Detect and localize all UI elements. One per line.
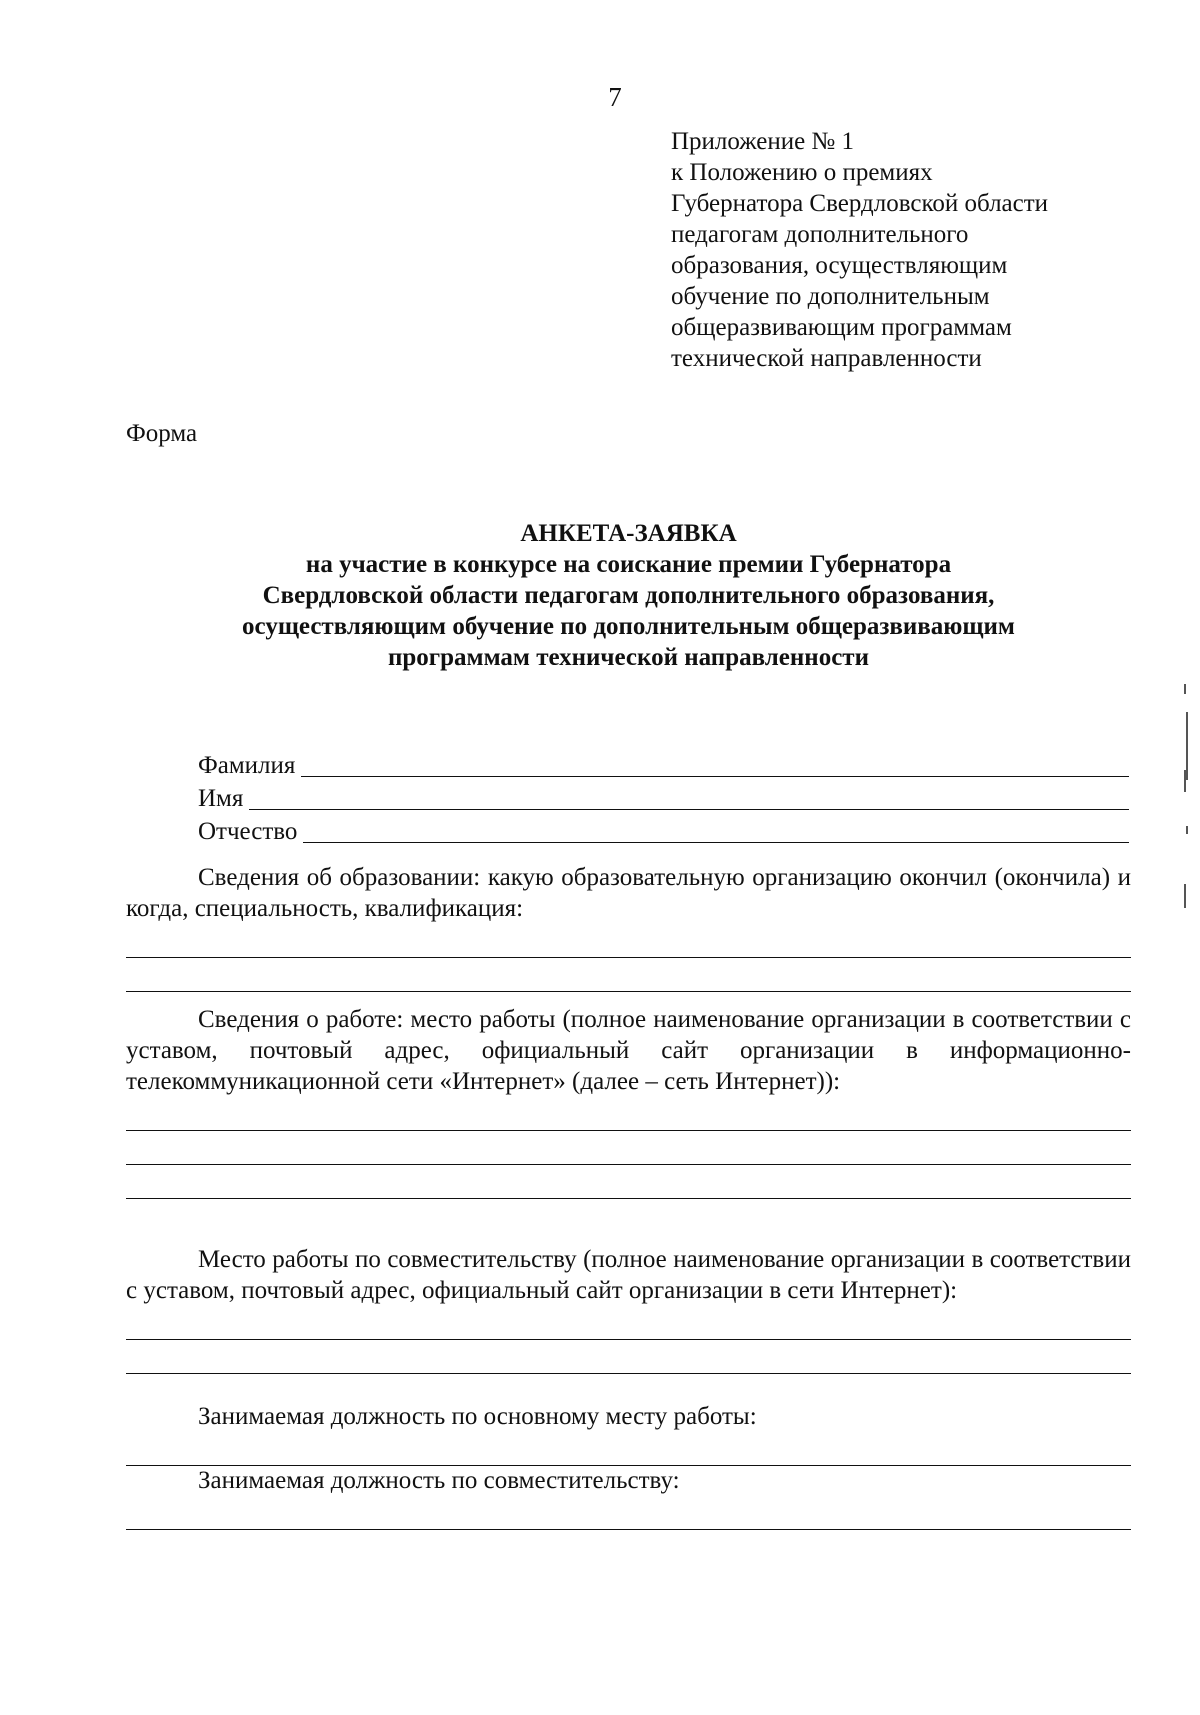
appendix-line: к Положению о премиях <box>671 159 933 186</box>
work-answer-line[interactable] <box>126 1165 1131 1199</box>
patronymic-label: Отчество <box>198 818 298 845</box>
name-row <box>198 781 1129 814</box>
scan-edge-mark <box>1184 770 1186 792</box>
appendix-line: обучение по дополнительным <box>671 283 990 310</box>
patronymic-row <box>198 814 1129 847</box>
title-line: программам технической направленности <box>387 644 869 671</box>
title-line: Свердловской области педагогам дополнительного образования, <box>262 582 995 609</box>
education-answer-line[interactable] <box>126 924 1131 958</box>
part-time-answer-line[interactable] <box>126 1306 1131 1340</box>
surname-field[interactable] <box>301 754 1129 777</box>
part-time-section <box>126 1244 1131 1374</box>
part-time-position-text: Занимаемая должность по совместительству: <box>198 1467 680 1494</box>
title-line: осуществляющим обучение по дополнительным общеразвивающим <box>242 613 1015 640</box>
form-label: Форма <box>126 420 198 447</box>
work-answer-line[interactable] <box>126 1131 1131 1165</box>
appendix-line: педагогам дополнительного <box>671 221 969 248</box>
appendix-line: образования, осуществляющим <box>671 252 1008 279</box>
part-time-position-answer-line[interactable] <box>126 1496 1131 1530</box>
education-answer-line[interactable] <box>126 958 1131 992</box>
main-position-section <box>126 1401 1131 1466</box>
personal-fields <box>198 748 1129 847</box>
page-number: 7 <box>608 82 622 112</box>
scan-edge-mark <box>1184 684 1186 694</box>
appendix-line: общеразвивающим программам <box>671 314 1012 341</box>
work-answer-line[interactable] <box>126 1097 1131 1131</box>
scan-edge-mark <box>1184 884 1186 908</box>
part-time-position-section <box>126 1465 1131 1530</box>
title-heading: АНКЕТА-ЗАЯВКА <box>520 520 737 547</box>
appendix-line: Приложение № 1 <box>671 128 855 155</box>
appendix-line: Губернатора Свердловской области <box>671 190 1049 217</box>
appendix-line: технической направленности <box>671 345 982 372</box>
appendix-block <box>671 126 1131 374</box>
name-label: Имя <box>198 785 244 812</box>
title-line: на участие в конкурсе на соискание премии Губернатора <box>305 551 952 578</box>
education-section <box>126 862 1131 992</box>
scan-edge-mark <box>1186 712 1188 780</box>
surname-row <box>198 748 1129 781</box>
document-title <box>126 518 1131 673</box>
part-time-text: Место работы по совместительству (полное наименование организации в соответствии с уставом, почтовый адрес, официальный сайт организации в сети Интернет): <box>126 1246 1131 1304</box>
surname-label: Фамилия <box>198 752 296 779</box>
main-position-text: Занимаемая должность по основному месту работы: <box>198 1403 757 1430</box>
work-text: Сведения о работе: место работы (полное наименование организации в соответствии с уставом, почтовый адрес, официальный сайт организации в информационно-телекоммуникационной сети «Интернет» (далее – сеть Интернет)): <box>126 1006 1131 1095</box>
work-section <box>126 1004 1131 1199</box>
education-text: Сведения об образовании: какую образовательную организацию окончил (окончила) и когда, специальность, квалификация: <box>126 864 1131 922</box>
name-field[interactable] <box>249 787 1129 810</box>
scan-edge-mark <box>1186 826 1188 834</box>
patronymic-field[interactable] <box>303 820 1129 843</box>
part-time-answer-line[interactable] <box>126 1340 1131 1374</box>
main-position-answer-line[interactable] <box>126 1432 1131 1466</box>
